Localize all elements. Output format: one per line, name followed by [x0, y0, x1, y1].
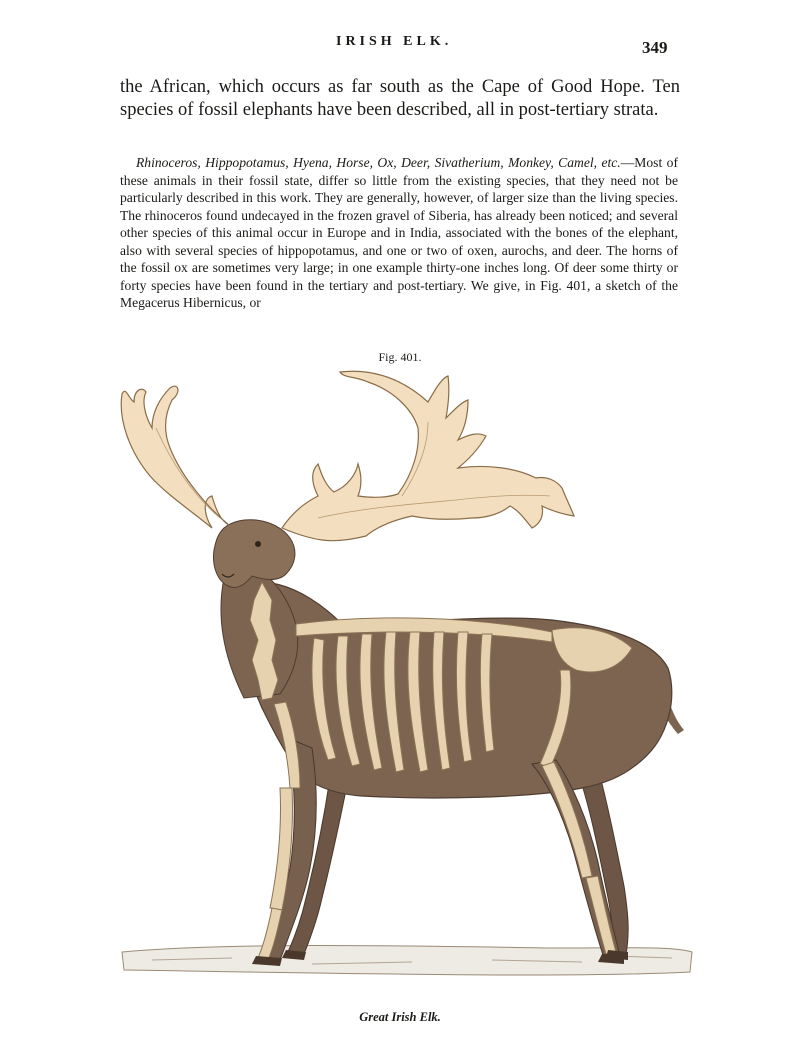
- figure-caption: Great Irish Elk.: [359, 1010, 441, 1024]
- elk-right-antler: [282, 371, 574, 541]
- page-header: [0, 34, 800, 58]
- elk-left-antler: [121, 386, 230, 528]
- running-title: IRISH ELK.: [336, 34, 453, 49]
- figure-label: Fig. 401.: [378, 350, 422, 364]
- page-number: 349: [642, 38, 668, 57]
- paragraph-text: —Most of these animals in their fossil state, differ so little from the existing species, that they need not be particularly described in this work. They are generally, however, of larger size than the living species. The rhinoceros found undecayed in the frozen gravel of Siberia, has already been noticed; and several other species of this animal occur in Europe and in India, associated with the bones of the elephant, also with several species of hippopotamus, and one or two of oxen, aurochs, and deer. The horns of the fossil ox are sometimes very large; in one example thirty-one inches long. Of deer some thirty or forty species have been found in the tertiary and post-tertiary. We give, in Fig. 401, a sketch of the Megacerus Hibernicus, or: [120, 155, 678, 310]
- paragraph-lead-in: Rhinoceros, Hippopotamus, Hyena, Horse, Ox, Deer, Sivatherium, Monkey, Camel, etc.: [136, 155, 621, 170]
- irish-elk-illustration: [112, 368, 698, 990]
- elk-eye: [255, 541, 261, 547]
- lead-paragraph: the African, which occurs as far south as the Cape of Good Hope. Ten species of fossil elephants have been described, all in post-tertiary strata.: [120, 77, 680, 120]
- body-paragraph: [120, 154, 678, 312]
